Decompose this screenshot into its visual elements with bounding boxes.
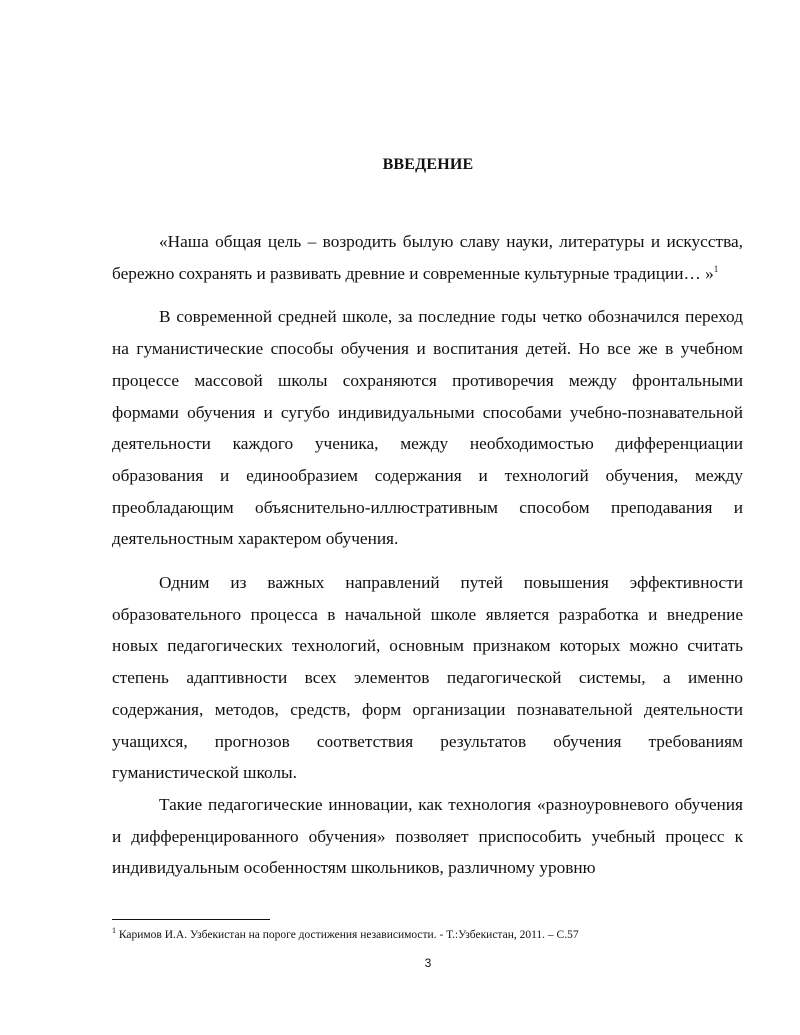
paragraph: Такие педагогические инновации, как технология «разноуровневого обучения и дифференцированного обучения» позволяет приспособить учебный процесс к индивидуальным особенностям школьников, различному уровню [112, 794, 743, 878]
body-text [112, 226, 743, 884]
page-title: ВВЕДЕНИЕ [382, 156, 474, 173]
paragraph: В современной средней школе, за последние годы четко обозначился переход на гуманистические способы обучения и воспитания детей. Но все же в учебном процессе массовой школы сохраняются противоречия между фронтальными формами обучения и сугубо индивидуальными способами учебно-познавательной деятельности каждого ученика, между необходимостью дифференциации образования и единообразием содержания и технологий обучения, между преобладающим объяснительно-иллюстративным способом преподавания и деятельностным характером обучения. [112, 307, 743, 549]
paragraph: Одним из важных направлений путей повышения эффективности образовательного процесса в начальной школе является разработка и внедрение новых педагогических технологий, основным признаком которых можно считать степень адаптивности всех элементов педагогической системы, а именно содержания, методов, средств, форм организации познавательной деятельности учащихся, прогнозов соответствия результатов обучения требованиям гуманистической школы. [112, 573, 743, 783]
footnote-reference[interactable]: 1 [713, 263, 719, 274]
paragraph-quote [112, 226, 743, 289]
footnote-marker: 1 [112, 926, 116, 936]
footnote-text: Каримов И.А. Узбекистан на пороге достижения независимости. - Т.:Узбекистан, 2011. – С.57 [118, 929, 579, 941]
page-number: 3 [424, 956, 432, 970]
paragraph-quote-text: «Наша общая цель – возродить былую славу науки, литературы и искусства, бережно сохранять и развивать древние и современные культурные традиции… » [112, 232, 743, 283]
footnote [112, 928, 752, 942]
footnote-separator [112, 919, 270, 920]
